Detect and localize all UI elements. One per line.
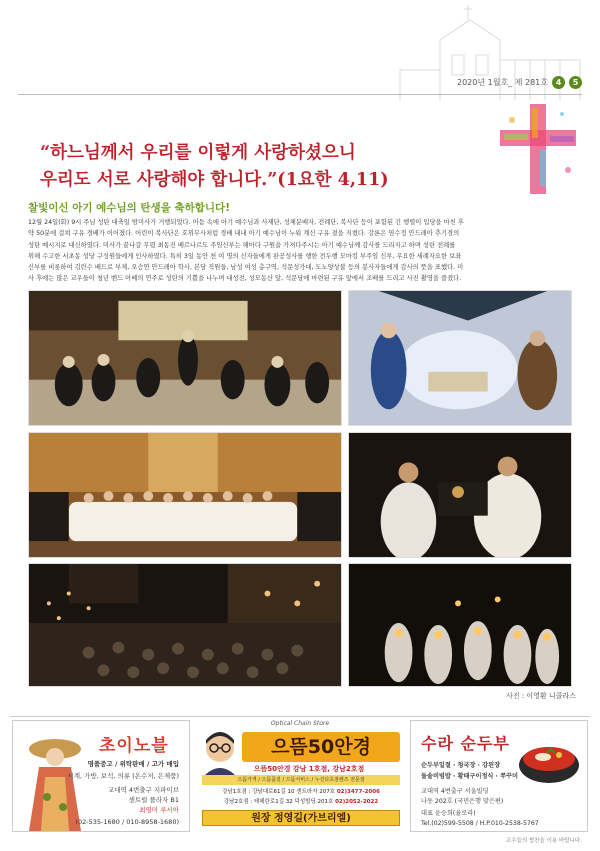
cross-icon — [492, 100, 584, 198]
ad1-line: (02-535-1680 / 010-8958-1680) — [75, 818, 179, 826]
photo-crowd-night — [28, 563, 342, 687]
article-headline — [40, 140, 480, 194]
ad3-line: 순두부일절 · 청국장 · 강된장 — [421, 762, 501, 769]
ad1-line: 교대역 4번출구 지파이브 — [107, 786, 179, 794]
page-header — [0, 0, 600, 100]
headline-line-2: 우리도 서로 사랑해야 합니다.”(1요한 4,11) — [40, 170, 389, 190]
header-divider — [18, 94, 582, 95]
photo-candle-procession — [348, 563, 572, 687]
ad2-branch-1-address: 강남1호점 : 강남대로61길 10 센트라자 207호 — [222, 789, 336, 795]
ad1-line: 최영미 루시아 — [139, 806, 179, 814]
body-line: 성탄 메시지로 대신하였다. 미사가 끝나갈 무렵 최동진 베르나르도 주임신부는 해마다 구원을 가져다주시는 아기 예수님께 감사를 드리자고 하며 성탄 전례를 — [28, 241, 456, 249]
ad2-branch-1 — [202, 787, 400, 797]
body-line: 위해 수고한 서초동 성당 구성원들에게 인사하였다. 특히 3일 동안 천 여 명의 신자들에게 판공성사를 행한 전두행 모마킹 부주임 신부, 우요한 세례자요한 보좌 — [28, 252, 462, 260]
ad2-brand: 으뜸50안경 — [242, 732, 400, 762]
page-number-left: 4 — [552, 76, 565, 89]
ad3-line: Tel.(02)599-5508 / H.P.010-2538-5767 — [421, 820, 539, 827]
photo-nativity — [348, 290, 572, 426]
ad-choinoble — [12, 720, 190, 832]
article-subheading: 찰빛이신 아기 예수님의 탄생을 축하합니다! — [28, 202, 230, 214]
ad2-branch-1-tel: 02)3477-2006 — [336, 789, 380, 795]
ad2-branch-2-address: 강남2호점 : 테헤란로1길 32 덕성빌딩 201호 — [223, 799, 334, 805]
ad2-branch-2-tel: 02)2052-2022 — [335, 799, 379, 805]
photo-choir — [28, 432, 342, 558]
photo-carolers — [348, 432, 572, 558]
body-line: 사 후에는 많은 교우들이 청년 밴드 아베의 연주로 성탄의 기쁨을 나누며 대성전, 성모동산 앞, 석문당에 마련된 구유 앞에서 조배를 드리고 사진 촬영을 즐겼다. — [28, 275, 462, 283]
ad-sura-sundubu — [410, 720, 588, 832]
photo-orchestra — [28, 290, 342, 426]
ad2-owner: 원장 정영길(가브리엘) — [202, 810, 400, 826]
ad2-slogan: 으뜸50안경 강남 1호점, 강남2호점 — [253, 765, 365, 773]
ad1-line: 명품중고 / 위탁판매 / 고가 매입 — [87, 760, 179, 768]
page-number-right: 5 — [569, 76, 582, 89]
headline-line-1: “하느님께서 우리를 이렇게 사랑하셨으니 — [40, 143, 356, 163]
body-line: 신부를 비롯하여 김란수 베드로 부제, 오승연 안드레아 학사, 본당 직원들, 남성 여성 총구역, 석문성가대, 도노양상불 등의 봉사자들에게 감사의 뜻을 표했다. 미 — [28, 264, 464, 272]
body-line: 12월 24일(화) 9시 주님 성탄 대축일 밤미사가 거행되었다. 어둠 속에 아기 예수님과 사제단, 성체분배자, 전례단, 복사단 등이 포함된 긴 행렬이 입당을 마친 후 — [28, 219, 464, 226]
ad1-line: 센트럴 플라자 B1 — [128, 796, 179, 804]
body-line: 약 50분에 걸쳐 구유 경배가 이어졌다. 어린이 복사단은 호위무사처럼 경배 내내 아기 예수님이 누워 계신 구유 곁을 지켰다. 강론은 염수정 안드레아 추기경의 — [28, 230, 460, 238]
ad1-title: 초이노블 — [99, 736, 169, 756]
ad-eutteum-glasses — [198, 720, 402, 832]
article-body — [28, 217, 576, 285]
ad2-chain-label: Optical Chain Store — [270, 720, 330, 727]
ad3-line: 돌솥비빔밥 · 황태구이정식 · 쭈꾸미 — [421, 773, 518, 780]
ad2-branch-2 — [202, 797, 400, 807]
ad3-line: 교대역 4번출구 서울빌딩 — [421, 788, 489, 795]
stew-pot-icon — [513, 725, 583, 789]
ads-divider — [10, 716, 590, 717]
ad3-line: 나동 202호 (국민은행 맞은편) — [421, 798, 504, 805]
ad3-line: 대표 윤승희(율로라) — [421, 810, 476, 817]
footnote: 교우들의 협찬을 이용 바랍니다. — [505, 838, 582, 844]
issue-info — [457, 76, 582, 89]
ad1-line: 시계, 가방, 보석, 의류 (온수저, 은제품) — [67, 772, 179, 780]
ad2-services: 으뜸가격 / 으뜸품질 / 으뜸서비스 / 누진다초점렌즈 전문점 — [202, 775, 400, 785]
photo-credit: 사진 : 이영환 니콜라스 — [506, 692, 576, 700]
issue-label: 2020년 1월호_ 제 281호 — [457, 78, 548, 87]
ad3-title: 수라 순두부 — [421, 734, 510, 753]
